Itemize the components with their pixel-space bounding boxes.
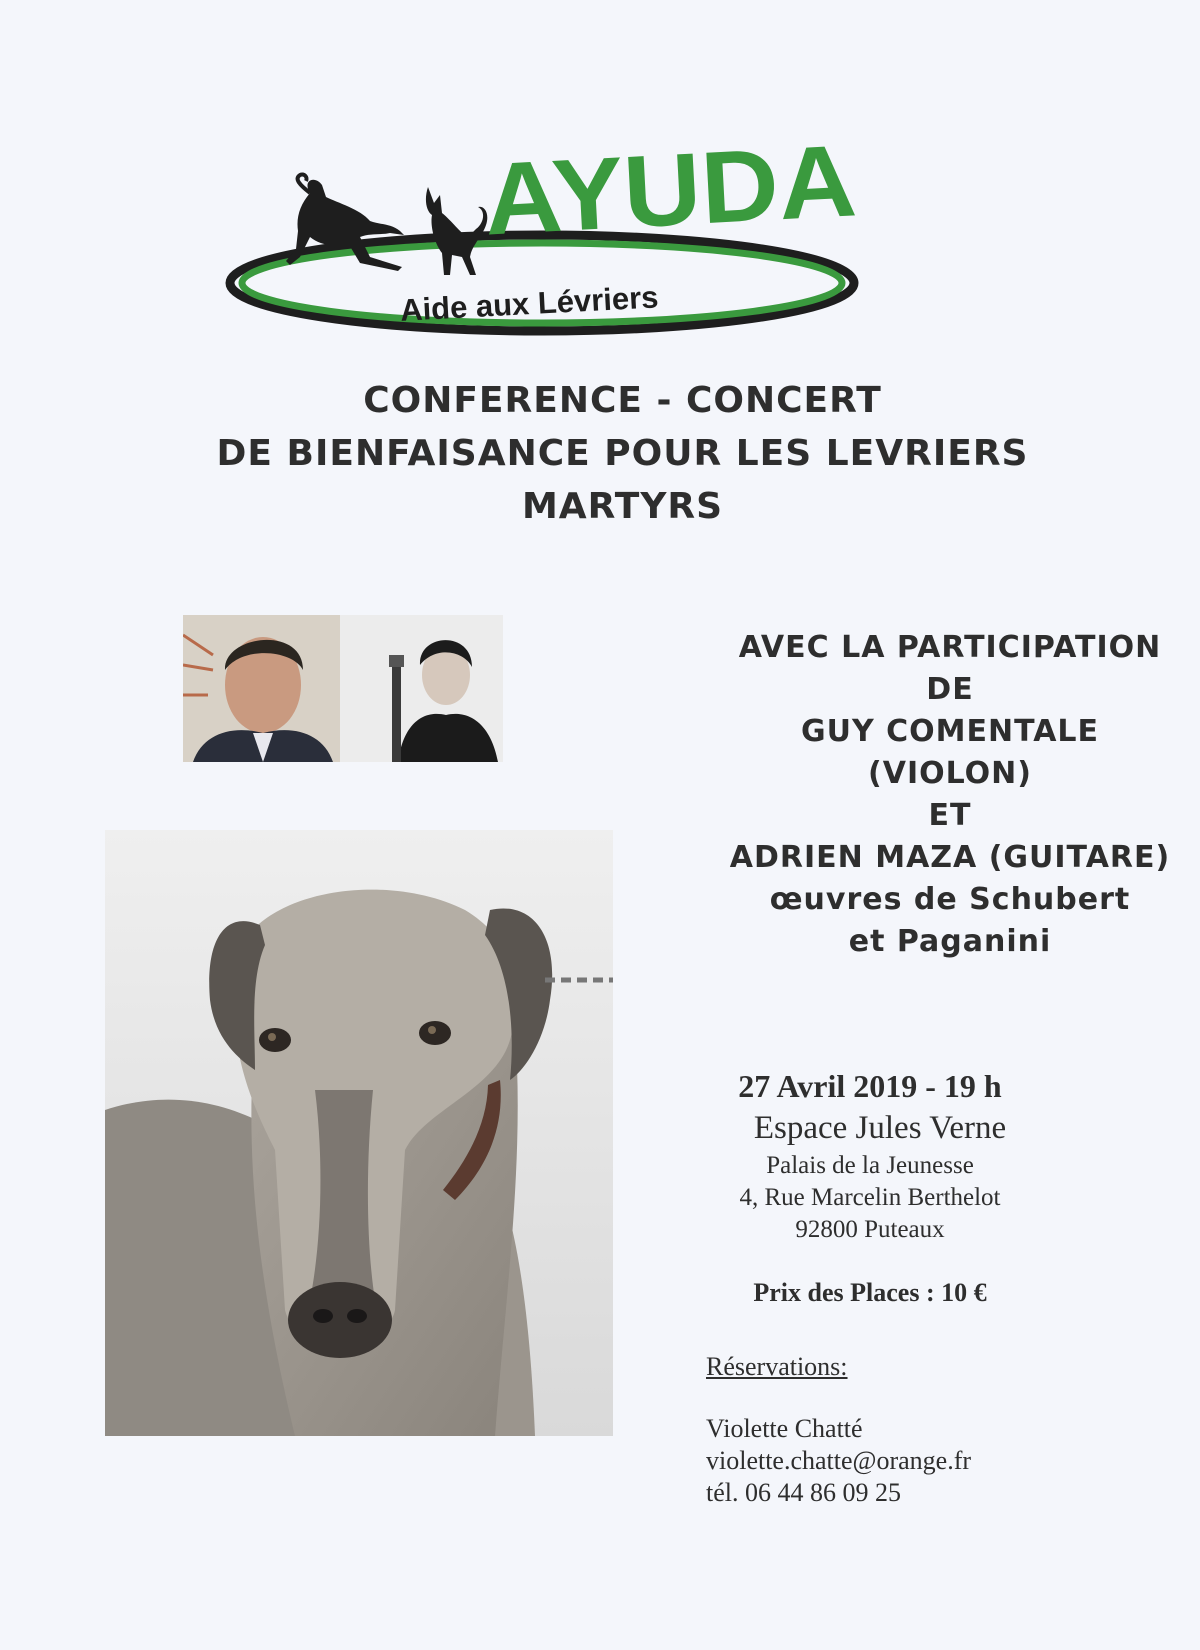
event-price: Prix des Places : 10 € [753,1278,987,1307]
heading-line-1: CONFERENCE - CONCERT [363,380,882,421]
participation-line-5: ET [928,798,972,833]
participation-line-1: AVEC LA PARTICIPATION [738,630,1162,665]
reservations-phone[interactable]: tél. 06 44 86 09 25 [706,1478,901,1507]
reservations-email[interactable]: violette.chatte@orange.fr [706,1446,972,1475]
participation-line-7: œuvres de Schubert [769,882,1131,917]
portrait-guy-comentale [183,615,340,762]
heading-line-2: DE BIENFAISANCE POUR LES LEVRIERS [216,433,1029,474]
participation-line-4: (VIOLON) [868,756,1032,791]
logo-graphic [220,125,870,345]
logo [220,125,870,345]
participation-line-6: ADRIEN MAZA (GUITARE) [729,840,1171,875]
logo-tagline: Aide aux Lévriers [399,279,660,328]
reservations-heading: Réservations: [706,1352,848,1381]
reservations-name: Violette Chatté [706,1414,863,1443]
event-datetime: 27 Avril 2019 - 19 h [738,1068,1002,1104]
event-address-1: Palais de la Jeunesse [766,1152,974,1179]
event-venue: Espace Jules Verne [753,1110,1007,1146]
participation-line-3: GUY COMENTALE [800,714,1100,749]
portrait-adrien-maza [340,615,503,762]
participation-line-2: DE [926,672,974,707]
event-address-3: 92800 Puteaux [795,1216,945,1243]
greyhound-photo [105,830,613,1436]
participation-line-8: et Paganini [848,924,1052,959]
event-address-2: 4, Rue Marcelin Berthelot [739,1184,1001,1211]
heading-line-3: MARTYRS [521,486,724,527]
podenco-sitting-icon [426,187,487,275]
logo-brand: AYUDA [481,125,841,257]
